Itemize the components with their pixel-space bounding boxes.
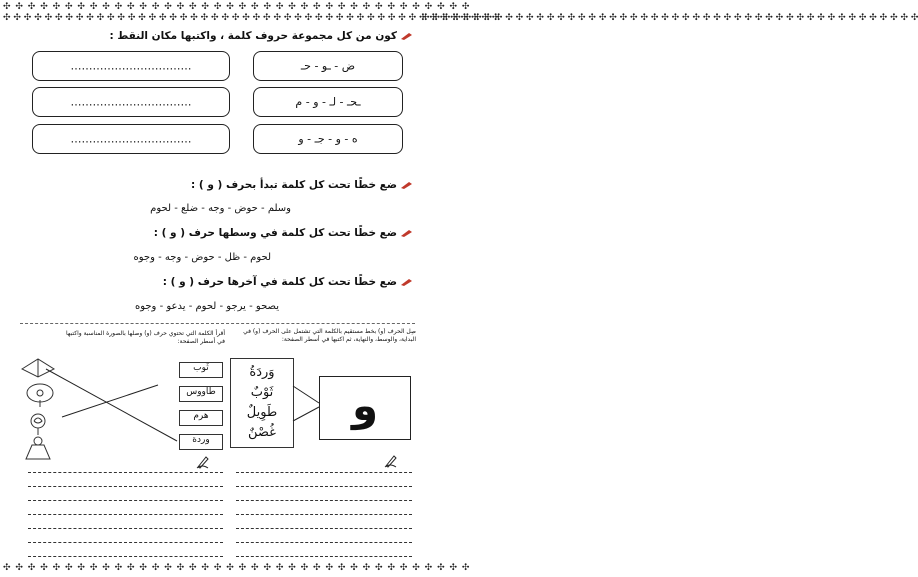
writing-line[interactable] — [236, 500, 412, 501]
writing-line[interactable] — [236, 486, 412, 487]
section3-instruction: ضع خطًا تحت كل كلمة في وسطها حرف ( و ) : — [154, 227, 413, 239]
pen-writing-icon — [384, 454, 398, 468]
border-left: ✣ ✣ ✣ ✣ ✣ ✣ ✣ ✣ ✣ ✣ ✣ ✣ ✣ ✣ ✣ ✣ ✣ ✣ ✣ ✣ ✣ ✣ ✣ ✣ ✣ ✣ ✣ ✣ ✣ ✣ ✣ ✣ ✣ ✣ ✣ ✣ ✣ ✣ ✣ ✣ ✣ ✣ ✣ ✣ ✣ ✣ ✣ ✣ — [3, 13, 500, 23]
big-letter: و — [351, 381, 379, 430]
connector-lines — [40, 365, 180, 455]
section4-words[interactable]: يصحو - يرجو - لحوم - يدعو - وجوه — [134, 301, 279, 312]
card-word-3[interactable]: طَوِيلٌ — [246, 405, 278, 420]
right-panel-instruction: صِل الحرف (و) بخط مستقيم بالكلمة التي تشتمل على الحرف (و) في البداية، والوسط، والنهاية، ثم اكتبها في أسطر الصفحة: — [243, 328, 416, 343]
section1-instruction: كون من كل مجموعة حروف كلمة ، واكتبها مكان النقط : — [110, 30, 414, 42]
border-bottom: ✣ ✣ ✣ ✣ ✣ ✣ ✣ ✣ ✣ ✣ ✣ ✣ ✣ ✣ ✣ ✣ ✣ ✣ ✣ ✣ ✣ ✣ ✣ ✣ ✣ ✣ ✣ ✣ ✣ ✣ ✣ ✣ ✣ ✣ ✣ ✣ ✣ ✣ — [3, 563, 471, 573]
left-panel-instruction: أقرأ الكلمة التي تحتوي حرف (و) وصلها بالصورة المناسبة واكتبها في أسطر الصفحة: — [66, 330, 225, 345]
pencil-icon — [400, 31, 413, 41]
word-box-1[interactable]: ثَوب — [179, 362, 223, 378]
card-word-1[interactable]: وَردَةُ — [249, 365, 275, 380]
letters-box-3: ه - و - جـ - و — [253, 124, 403, 154]
border-top: ✣ ✣ ✣ ✣ ✣ ✣ ✣ ✣ ✣ ✣ ✣ ✣ ✣ ✣ ✣ ✣ ✣ ✣ ✣ ✣ ✣ ✣ ✣ ✣ ✣ ✣ ✣ ✣ ✣ ✣ ✣ ✣ ✣ ✣ ✣ ✣ ✣ ✣ — [3, 2, 471, 12]
writing-line[interactable] — [236, 472, 412, 473]
section2-words[interactable]: وسلم - حوض - وجه - ضلع - لحوم — [150, 203, 291, 214]
writing-line[interactable] — [28, 514, 223, 515]
letter-box — [319, 376, 411, 440]
pencil-icon — [400, 180, 413, 190]
writing-line[interactable] — [28, 500, 223, 501]
word-box-3[interactable]: هرم — [179, 410, 223, 426]
writing-line[interactable] — [236, 542, 412, 543]
words-card — [230, 358, 294, 448]
answer-box-3[interactable]: …………………………… — [32, 124, 230, 154]
word-box-2[interactable]: طاووس — [179, 386, 223, 402]
writing-line[interactable] — [28, 486, 223, 487]
pencil-icon — [400, 277, 413, 287]
section4-instruction: ضع خطًا تحت كل كلمة في آخرها حرف ( و ) : — [163, 276, 413, 288]
writing-line[interactable] — [28, 556, 223, 557]
letters-box-2: ـحـ - لـ - و - م — [253, 87, 403, 117]
writing-line[interactable] — [236, 514, 412, 515]
card-word-2[interactable]: ثَوْبٌ — [250, 385, 274, 400]
section2-instruction: ضع خطًا تحت كل كلمة تبدأ بحرف ( و ) : — [191, 179, 413, 191]
answer-box-1[interactable]: …………………………… — [32, 51, 230, 81]
writing-line[interactable] — [236, 528, 412, 529]
border-right: ✣ ✣ ✣ ✣ ✣ ✣ ✣ ✣ ✣ ✣ ✣ ✣ ✣ ✣ ✣ ✣ ✣ ✣ ✣ ✣ ✣ ✣ ✣ ✣ ✣ ✣ ✣ ✣ ✣ ✣ ✣ ✣ ✣ ✣ ✣ ✣ ✣ ✣ ✣ ✣ ✣ ✣ ✣ ✣ ✣ ✣ ✣ ✣ — [422, 13, 918, 23]
connector-lines-right — [292, 385, 320, 425]
word-box-4[interactable]: وردة — [179, 434, 223, 450]
writing-line[interactable] — [28, 472, 223, 473]
section3-words[interactable]: لحوم - ظل - حوض - وجه - وجوه — [133, 252, 271, 263]
pen-writing-icon — [196, 455, 210, 469]
pencil-icon — [400, 228, 413, 238]
section-divider — [20, 323, 415, 324]
answer-box-2[interactable]: …………………………… — [32, 87, 230, 117]
writing-line[interactable] — [28, 528, 223, 529]
card-word-4[interactable]: غُصْنٌ — [248, 425, 276, 440]
writing-line[interactable] — [236, 556, 412, 557]
letters-box-1: ض - ـو - حـ — [253, 51, 403, 81]
writing-line[interactable] — [28, 542, 223, 543]
